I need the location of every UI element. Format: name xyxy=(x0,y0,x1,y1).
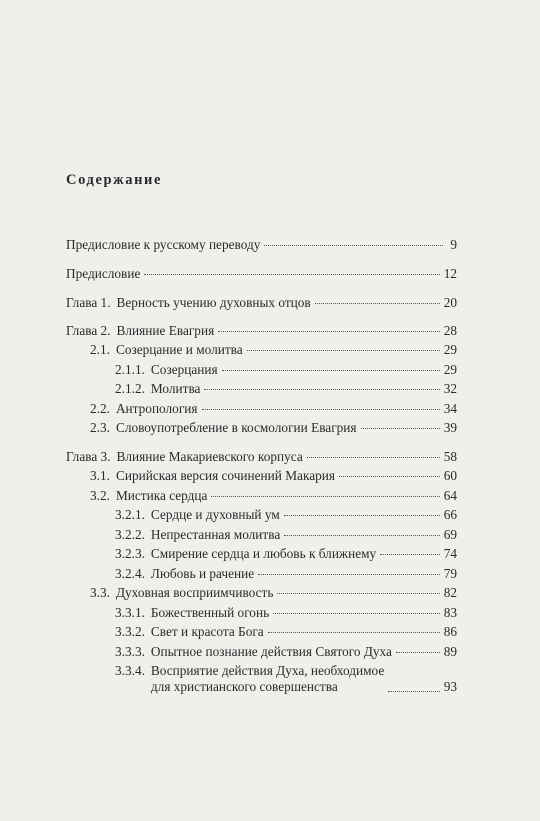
toc-entry-title: Божественный огонь xyxy=(150,605,270,620)
toc-entry-title: Духовная восприимчивость xyxy=(115,585,274,600)
toc-entry-title: Смирение сердца и любовь к ближнему xyxy=(150,546,377,561)
toc-entry-number: 3.3.1. xyxy=(115,605,145,620)
toc-entry xyxy=(115,566,457,582)
toc-entry-title: Свет и красота Бога xyxy=(150,624,264,639)
toc-entry-title: Предисловие xyxy=(66,266,141,281)
toc-leader-dots xyxy=(361,428,440,429)
toc-entry xyxy=(115,507,457,523)
toc-leader-dots xyxy=(264,245,443,246)
toc-entry-number: 3.2.3. xyxy=(115,546,145,561)
toc-entry-page: 32 xyxy=(443,381,457,396)
toc-entry-number: 3.3.2. xyxy=(115,624,145,639)
toc-leader-dots xyxy=(284,535,439,536)
toc-entry-page: 66 xyxy=(443,507,457,522)
toc-entry-title: Молитва xyxy=(150,381,201,396)
toc-entry-page: 93 xyxy=(443,679,457,694)
toc-entry-page: 64 xyxy=(443,488,457,503)
toc-entry-number: 3.3. xyxy=(90,585,110,600)
toc-entry-title-block xyxy=(151,663,384,695)
toc-heading: Содержание xyxy=(66,172,163,188)
toc-entry-title: Восприятие действия Духа, необходимое xyxy=(150,663,385,678)
toc-entry-title: Созерцания xyxy=(150,362,218,377)
toc-entry xyxy=(115,624,457,640)
toc-entry-number: 3.2.4. xyxy=(115,566,145,581)
toc-entry xyxy=(115,605,457,621)
toc-entry xyxy=(90,585,457,601)
toc-leader-dots xyxy=(222,370,440,371)
toc-entry-number: 2.1.1. xyxy=(115,362,145,377)
toc-leader-dots xyxy=(277,593,439,594)
toc-entry-title: Влияние Макариевского корпуса xyxy=(116,449,303,464)
toc-entry-number: Глава 3. xyxy=(66,449,111,464)
toc-entry-title: Непрестанная молитва xyxy=(150,527,281,542)
toc-leader-dots xyxy=(258,574,440,575)
toc-entry-title: Верность учению духовных отцов xyxy=(116,295,311,310)
toc-entry-page: 74 xyxy=(443,546,457,561)
toc-leader-dots xyxy=(218,331,440,332)
toc-entry-number: 2.2. xyxy=(90,401,110,416)
toc-leader-dots xyxy=(273,613,440,614)
toc-entry-page: 29 xyxy=(443,362,457,377)
toc-entry xyxy=(90,420,457,436)
toc-entry-title: Опытное познание действия Святого Духа xyxy=(150,644,392,659)
toc-entry-page: 39 xyxy=(443,420,457,435)
toc-entry-page: 60 xyxy=(443,468,457,483)
toc-entry-page: 83 xyxy=(443,605,457,620)
toc-leader-dots xyxy=(315,303,440,304)
toc-entry xyxy=(90,488,457,504)
toc-entry xyxy=(115,381,457,397)
toc-entry-number: 3.3.4. xyxy=(115,663,145,678)
toc-leader-dots xyxy=(202,409,440,410)
toc-entry-title-continued: для христианского совершенства xyxy=(150,679,338,694)
toc-entry xyxy=(66,295,457,311)
toc-leader-dots xyxy=(284,515,440,516)
toc-entry-title: Сирийская версия сочинений Макария xyxy=(115,468,335,483)
toc-leader-dots xyxy=(396,652,440,653)
toc-entry xyxy=(115,663,457,695)
toc-leader-dots xyxy=(388,691,439,692)
toc-leader-dots xyxy=(380,554,440,555)
toc-entry xyxy=(66,237,457,253)
toc-entry-page: 9 xyxy=(450,237,457,252)
toc-entry xyxy=(115,527,457,543)
toc-entry-page: 12 xyxy=(443,266,457,281)
toc-leader-dots xyxy=(211,496,439,497)
toc-entry xyxy=(90,468,457,484)
toc-entry-title: Любовь и рачение xyxy=(150,566,255,581)
toc-entry-title: Предисловие к русскому переводу xyxy=(66,237,261,252)
toc-entry-page: 82 xyxy=(443,585,457,600)
toc-entry-page: 69 xyxy=(443,527,457,542)
toc-entry-page: 29 xyxy=(443,342,457,357)
toc-entry xyxy=(66,449,457,465)
toc-leader-dots xyxy=(144,274,439,275)
toc-entry-page: 58 xyxy=(443,449,457,464)
toc-entry-page: 20 xyxy=(443,295,457,310)
toc-entry-title: Антропология xyxy=(115,401,198,416)
toc-leader-dots xyxy=(204,389,439,390)
toc-entry-number: Глава 1. xyxy=(66,295,111,310)
toc-entry-page: 89 xyxy=(443,644,457,659)
toc-entry-number: 3.2.2. xyxy=(115,527,145,542)
toc-entry-page: 34 xyxy=(443,401,457,416)
toc-entry-page: 86 xyxy=(443,624,457,639)
toc-entry-number: 2.1.2. xyxy=(115,381,145,396)
toc-entry xyxy=(115,362,457,378)
toc-entry-number: Глава 2. xyxy=(66,323,111,338)
toc-entry-number: 2.1. xyxy=(90,342,110,357)
toc-entry xyxy=(115,644,457,660)
toc-entry-title: Влияние Евагрия xyxy=(116,323,215,338)
toc-entry-number: 3.2. xyxy=(90,488,110,503)
toc-entry-number: 3.3.3. xyxy=(115,644,145,659)
toc-entry-number: 3.2.1. xyxy=(115,507,145,522)
toc-leader-dots xyxy=(339,476,440,477)
toc-entry-number: 2.3. xyxy=(90,420,110,435)
toc-entry-title: Созерцание и молитва xyxy=(115,342,243,357)
toc-entry-page: 28 xyxy=(443,323,457,338)
toc-entry xyxy=(115,546,457,562)
toc-entry xyxy=(66,323,457,339)
toc-entry-title: Мистика сердца xyxy=(115,488,208,503)
toc-entry-number: 3.1. xyxy=(90,468,110,483)
toc-entry xyxy=(90,342,457,358)
toc-entry xyxy=(90,401,457,417)
toc-leader-dots xyxy=(247,350,440,351)
toc-entry-title: Словоупотребление в космологии Евагрия xyxy=(115,420,357,435)
toc-entry xyxy=(66,266,457,282)
toc-entry-title: Сердце и духовный ум xyxy=(150,507,280,522)
toc-entry-page: 79 xyxy=(443,566,457,581)
toc-leader-dots xyxy=(307,457,440,458)
toc-leader-dots xyxy=(268,632,440,633)
